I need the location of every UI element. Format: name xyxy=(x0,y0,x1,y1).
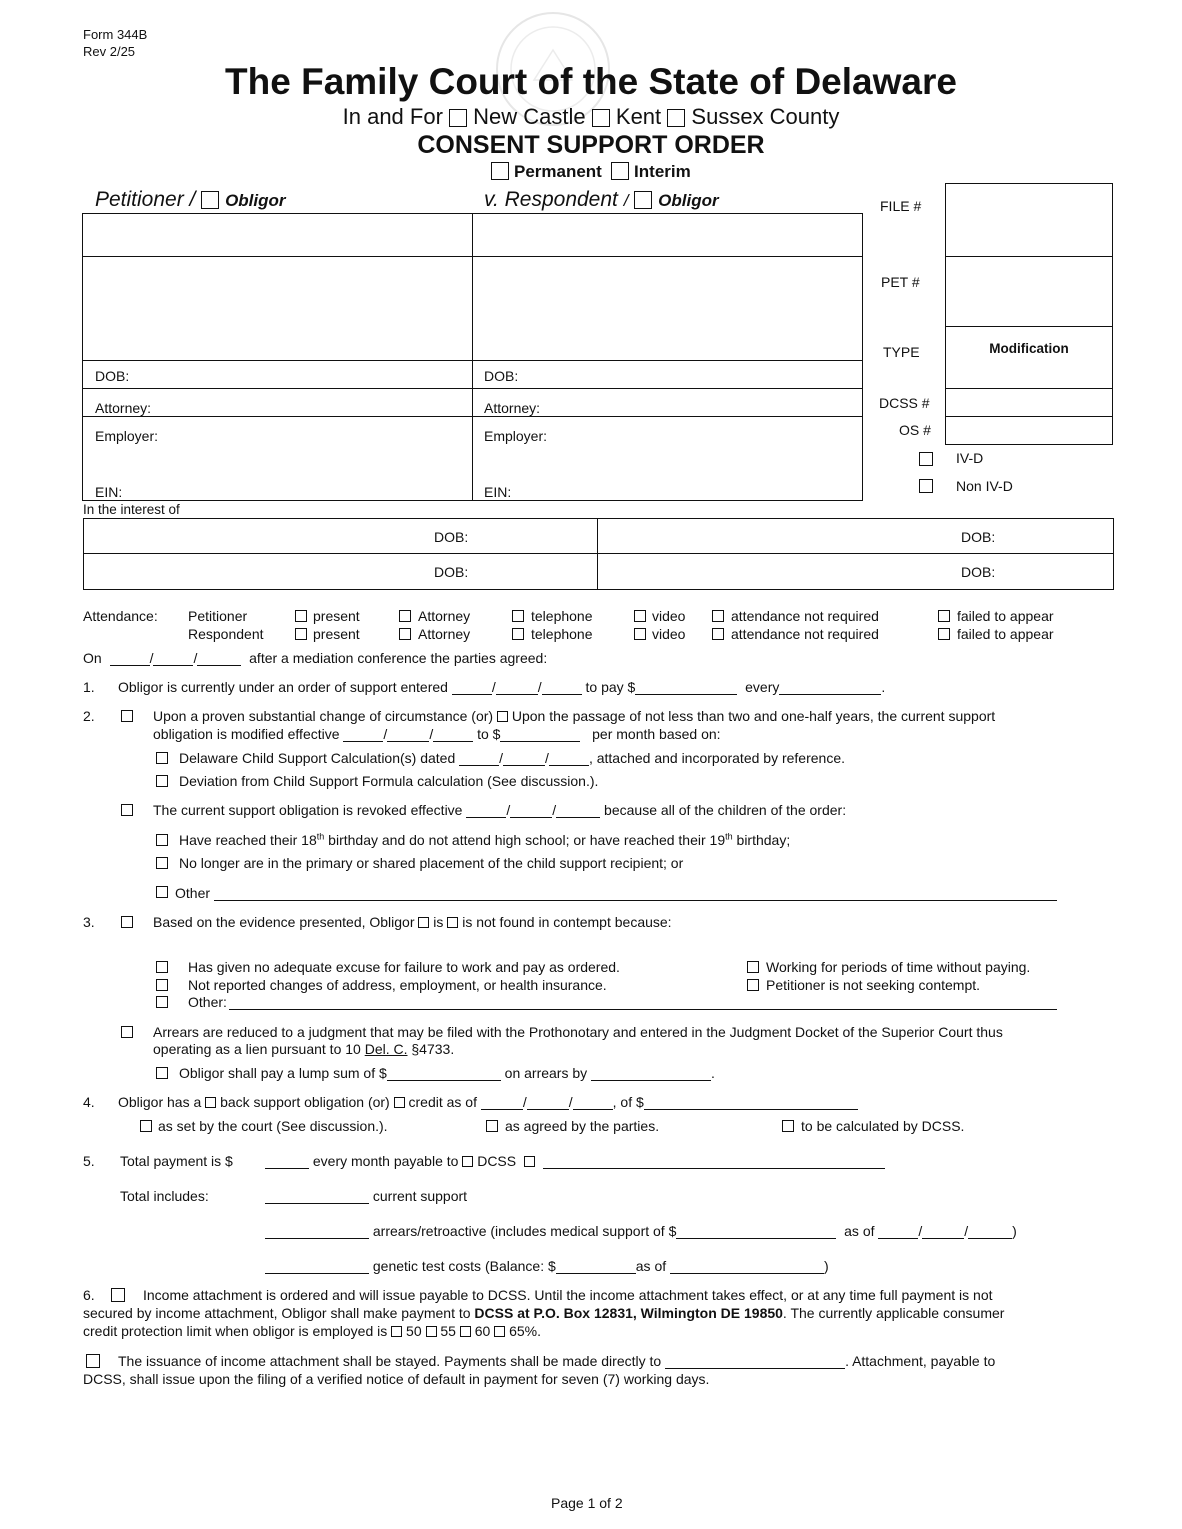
s6-stay-payee-field[interactable] xyxy=(665,1354,845,1369)
kent-label: Kent xyxy=(615,104,662,129)
s2-revoke-text: The current support obligation is revoked effective xyxy=(153,802,463,818)
resp-video-checkbox[interactable] xyxy=(634,628,646,640)
s2-calc-day-field[interactable] xyxy=(503,751,545,766)
s3-arrears-checkbox[interactable] xyxy=(121,1026,133,1038)
s3-other-field[interactable] xyxy=(229,1009,1057,1010)
interim-checkbox[interactable] xyxy=(611,162,629,180)
s5-arrears-year-field[interactable] xyxy=(968,1224,1012,1239)
s3-arrears-line-2 xyxy=(153,1041,454,1058)
s5-arrears-field[interactable] xyxy=(265,1224,369,1239)
mediation-year-field[interactable] xyxy=(197,651,241,666)
resp-telephone-label: telephone xyxy=(531,626,593,642)
s5-dcss-checkbox[interactable] xyxy=(462,1156,473,1167)
s2-revoke-day-field[interactable] xyxy=(510,803,552,818)
s3-not-reported-text: Not reported changes of address, employment, or health insurance. xyxy=(188,977,607,993)
section-3-number: 3. xyxy=(83,914,95,930)
s1-to-pay-label: to pay $ xyxy=(585,679,636,695)
s3-contempt-checkbox[interactable] xyxy=(121,916,133,928)
petitioner-header xyxy=(95,188,286,212)
s3-is-label: is xyxy=(433,914,444,930)
respondent-obligor-label: Obligor xyxy=(658,191,719,210)
permanent-label: Permanent xyxy=(513,162,602,181)
s3-excuse-checkbox[interactable] xyxy=(156,961,168,973)
s3-is-not-label: is not found in contempt because: xyxy=(462,914,672,930)
s4-year-field[interactable] xyxy=(573,1095,613,1110)
petitioner-attorney: Attorney: xyxy=(95,400,152,416)
s4-dcss-text: to be calculated by DCSS. xyxy=(801,1118,965,1134)
s6-line-3-text: credit protection limit when obligor is employed is xyxy=(83,1323,388,1339)
respondent-address-field[interactable] xyxy=(474,258,861,358)
s5-current-field[interactable] xyxy=(265,1189,369,1204)
s6-line-3 xyxy=(83,1323,541,1340)
s5-as-of-label-2: as of xyxy=(635,1258,667,1274)
s6-attachment-checkbox[interactable] xyxy=(111,1288,125,1302)
s5-other-payee-field[interactable] xyxy=(543,1154,885,1169)
mediation-month-field[interactable] xyxy=(110,651,150,666)
resp-attorney-label: Attorney xyxy=(418,626,471,642)
s2-revoke-checkbox[interactable] xyxy=(121,804,133,816)
s5-close-paren: ) xyxy=(1012,1223,1017,1239)
section-6-number: 6. xyxy=(83,1287,95,1303)
type-value: Modification xyxy=(989,341,1069,356)
attendance-label: Attendance: xyxy=(83,608,158,624)
s4-court-text: as set by the court (See discussion.). xyxy=(158,1118,388,1134)
s2-revoke-month-field[interactable] xyxy=(466,803,506,818)
permanent-checkbox[interactable] xyxy=(491,162,509,180)
pet-number-label: PET # xyxy=(881,274,920,290)
s6-stay-line xyxy=(118,1353,995,1370)
petitioner-dob: DOB: xyxy=(95,368,130,384)
s4-dcss-checkbox[interactable] xyxy=(782,1120,794,1132)
new-castle-checkbox[interactable] xyxy=(449,109,467,127)
order-kind xyxy=(0,161,1182,183)
s3-lump-date-field[interactable] xyxy=(591,1066,711,1081)
form-number: Form 344B xyxy=(83,27,148,42)
resp-failed-checkbox[interactable] xyxy=(938,628,950,640)
section-5-number: 5. xyxy=(83,1153,95,1169)
non-ivd-label: Non IV-D xyxy=(956,478,1013,494)
dcss-number-label: DCSS # xyxy=(879,395,930,411)
ivd-checkbox[interactable] xyxy=(919,452,933,466)
s5-genetic-field[interactable] xyxy=(265,1259,369,1274)
s5-arrears-text: arrears/retroactive (includes medical support of $ xyxy=(372,1223,677,1239)
resp-failed-label: failed to appear xyxy=(957,626,1054,642)
type-label: TYPE xyxy=(883,344,920,360)
petitioner-obligor-label: Obligor xyxy=(225,191,286,210)
respondent-name-field[interactable] xyxy=(474,215,861,255)
s5-arrears-month-field[interactable] xyxy=(878,1224,918,1239)
s3-excuse-text: Has given no adequate excuse for failure to work and pay as ordered. xyxy=(188,959,620,975)
petitioner-name-field[interactable] xyxy=(84,215,470,255)
s2-revoke-line: The current support obligation is revoked effective / / because all of the children of the order: xyxy=(153,802,847,818)
sussex-checkbox[interactable] xyxy=(667,109,685,127)
resp-telephone-checkbox[interactable] xyxy=(512,628,524,640)
s2-placement-text: No longer are in the primary or shared placement of the child support recipient; or xyxy=(179,855,684,871)
resp-video-label: video xyxy=(652,626,686,642)
s2-reached-sup-1: th xyxy=(316,831,325,842)
s5-line-1 xyxy=(265,1153,885,1170)
s6-50-label: 50 xyxy=(406,1323,422,1339)
non-ivd-checkbox[interactable] xyxy=(919,479,933,493)
respondent-label: v. Respondent xyxy=(484,188,618,211)
s3-lump-amount-field[interactable] xyxy=(387,1066,501,1081)
s1-every-label: every xyxy=(745,679,780,695)
s3-is-checkbox[interactable] xyxy=(418,917,429,928)
s3-other-label: Other: xyxy=(188,994,227,1010)
form-revision: Rev 2/25 xyxy=(83,44,136,59)
s6-line-2a: secured by income attachment, Obligor shall make payment to xyxy=(83,1305,471,1321)
s5-genetic-text: genetic test costs (Balance: $ xyxy=(372,1258,556,1274)
s2-calc-month-field[interactable] xyxy=(459,751,499,766)
children-table xyxy=(83,518,1114,590)
s3-evidence-line xyxy=(153,914,672,931)
s5-includes-label: Total includes: xyxy=(120,1188,209,1204)
respondent-ein: EIN: xyxy=(484,484,512,500)
s2-passage-checkbox[interactable] xyxy=(497,711,508,722)
resp-not-required-checkbox[interactable] xyxy=(712,628,724,640)
county-selection xyxy=(0,104,1182,130)
petitioner-address-field[interactable] xyxy=(84,258,470,358)
s2-modified-text: obligation is modified effective xyxy=(153,726,340,742)
s2-revoke-year-field[interactable] xyxy=(556,803,600,818)
s2-calc-checkbox[interactable] xyxy=(156,752,168,764)
s3-working-text: Working for periods of time without paying. xyxy=(766,959,1031,975)
s2-per-month-text: per month based on: xyxy=(592,726,721,742)
s2-to-label: to $ xyxy=(477,726,501,742)
s6-line-2 xyxy=(83,1305,1004,1322)
s6-65-checkbox[interactable] xyxy=(494,1326,505,1337)
case-info-table xyxy=(945,183,1113,445)
resp-attorney-checkbox[interactable] xyxy=(399,628,411,640)
attendance-petitioner: Petitioner xyxy=(188,608,248,624)
s2-reached-text-3: birthday; xyxy=(736,832,791,848)
page-number: Page 1 of 2 xyxy=(551,1495,623,1511)
file-number-label: FILE # xyxy=(880,198,922,214)
s3-evidence-text: Based on the evidence presented, Obligor xyxy=(153,914,415,930)
child2-dob: DOB: xyxy=(961,529,996,545)
s3-other-checkbox[interactable] xyxy=(156,996,168,1008)
s6-50-checkbox[interactable] xyxy=(391,1326,402,1337)
s2-reached-checkbox[interactable] xyxy=(156,834,168,846)
s4-line-1: Obligor has a back support obligation (or) credit as of / / , of $ xyxy=(118,1094,858,1111)
s2-eff-year-field[interactable] xyxy=(433,727,473,742)
s6-line-1: Income attachment is ordered and will issue payable to DCSS. Until the income attachment takes effect, or at any time full payment is not xyxy=(143,1287,993,1303)
s4-agreed-checkbox[interactable] xyxy=(486,1120,498,1132)
s1-every-field[interactable] xyxy=(779,680,881,695)
s2-line-1 xyxy=(153,708,995,725)
child1-dob: DOB: xyxy=(434,529,469,545)
pet-video-checkbox[interactable] xyxy=(634,610,646,622)
s2-reached-text-2: birthday and do not attend high school; or have reached their 19 xyxy=(328,832,726,848)
s2-eff-day-field[interactable] xyxy=(387,727,429,742)
s3-not-reported-checkbox[interactable] xyxy=(156,979,168,991)
s2-reached-sup-2: th xyxy=(725,831,733,842)
s6-55-checkbox[interactable] xyxy=(426,1326,437,1337)
respondent-obligor-checkbox[interactable] xyxy=(634,191,652,209)
petitioner-obligor-checkbox[interactable] xyxy=(201,191,219,209)
pet-present-checkbox[interactable] xyxy=(295,610,307,622)
s2-deviation-checkbox[interactable] xyxy=(156,775,168,787)
s3-section: §4733. xyxy=(411,1041,455,1057)
in-and-for-label: In and For xyxy=(342,104,443,129)
s3-not-seeking-checkbox[interactable] xyxy=(747,979,759,991)
s5-as-of-label: as of xyxy=(844,1223,875,1239)
s4-back-checkbox[interactable] xyxy=(205,1097,216,1108)
s4-amount-field[interactable] xyxy=(644,1095,858,1110)
mediation-text: after a mediation conference the parties agreed: xyxy=(249,650,548,666)
s4-has-text: Obligor has a xyxy=(118,1094,202,1110)
s4-back-text: back support obligation (or) xyxy=(220,1094,390,1110)
s3-arrears-text-2: operating as a lien pursuant to 10 xyxy=(153,1041,361,1057)
s4-of-text: , of $ xyxy=(612,1094,644,1110)
pet-video-label: video xyxy=(652,608,686,624)
s3-arrears-text-1: Arrears are reduced to a judgment that may be filed with the Prothonotary and entered in the Judgment Docket of the Superior Court thus xyxy=(153,1024,1003,1040)
s2-because-text: because all of the children of the order: xyxy=(604,802,847,818)
s6-65-label: 65%. xyxy=(509,1323,542,1339)
os-number-label: OS # xyxy=(899,422,931,438)
s2-passage-text: Upon the passage of not less than two and one-half years, the current support xyxy=(511,708,996,724)
s4-agreed-text: as agreed by the parties. xyxy=(505,1118,660,1134)
petitioner-ein: EIN: xyxy=(95,484,123,500)
s5-close-paren-2: ) xyxy=(824,1258,829,1274)
s2-other-checkbox[interactable] xyxy=(156,886,168,898)
s4-credit-text: credit as of xyxy=(408,1094,477,1110)
respondent-employer: Employer: xyxy=(484,428,548,444)
s5-arrears-line: arrears/retroactive (includes medical support of $ as of / / ) xyxy=(265,1223,1017,1240)
pet-failed-label: failed to appear xyxy=(957,608,1054,624)
pet-attorney-label: Attorney xyxy=(418,608,471,624)
section-2-number: 2. xyxy=(83,708,95,724)
s2-placement-checkbox[interactable] xyxy=(156,857,168,869)
resp-present-checkbox[interactable] xyxy=(295,628,307,640)
pet-telephone-checkbox[interactable] xyxy=(512,610,524,622)
kent-checkbox[interactable] xyxy=(592,109,610,127)
s5-medical-field[interactable] xyxy=(676,1224,836,1239)
mediation-line: On / / after a mediation conference the parties agreed: xyxy=(83,650,548,666)
petitioner-label: Petitioner / xyxy=(95,188,196,211)
s5-total-field[interactable] xyxy=(265,1154,309,1169)
s4-court-checkbox[interactable] xyxy=(140,1120,152,1132)
s2-other-field[interactable] xyxy=(214,900,1057,901)
s2-modify-checkbox[interactable] xyxy=(121,710,133,722)
s2-calc-year-field[interactable] xyxy=(549,751,589,766)
s5-current-line xyxy=(265,1188,467,1205)
s6-line-2c: . The currently applicable consumer xyxy=(782,1305,1005,1321)
s5-total-text: Total payment is $ xyxy=(120,1153,233,1169)
s2-change-text: Upon a proven substantial change of circumstance (or) xyxy=(153,708,494,724)
s4-day-field[interactable] xyxy=(527,1095,569,1110)
s5-other-payee-checkbox[interactable] xyxy=(524,1156,535,1167)
s1-month-field[interactable] xyxy=(452,680,492,695)
s6-stay-text: The issuance of income attachment shall be stayed. Payments shall be made directly to xyxy=(118,1353,662,1369)
respondent-attorney: Attorney: xyxy=(484,400,541,416)
s2-deviation-text: Deviation from Child Support Formula calculation (See discussion.). xyxy=(179,773,599,789)
s6-55-label: 55 xyxy=(440,1323,456,1339)
pet-telephone-label: telephone xyxy=(531,608,593,624)
resp-not-required-label: attendance not required xyxy=(731,626,879,642)
new-castle-label: New Castle xyxy=(473,104,586,129)
child4-dob: DOB: xyxy=(961,564,996,580)
respondent-dob: DOB: xyxy=(484,368,519,384)
s5-arrears-day-field[interactable] xyxy=(922,1224,964,1239)
court-title: The Family Court of the State of Delaware xyxy=(225,61,957,102)
pet-not-required-label: attendance not required xyxy=(731,608,879,624)
mediation-on-label: On xyxy=(83,650,102,666)
pet-not-required-checkbox[interactable] xyxy=(712,610,724,622)
ivd-label: IV-D xyxy=(956,450,984,466)
pet-failed-checkbox[interactable] xyxy=(938,610,950,622)
s1-year-field[interactable] xyxy=(542,680,582,695)
pet-attorney-checkbox[interactable] xyxy=(399,610,411,622)
s6-stay-checkbox[interactable] xyxy=(86,1354,100,1368)
s3-not-seeking-text: Petitioner is not seeking contempt. xyxy=(766,977,981,993)
s2-amount-field[interactable] xyxy=(500,727,580,742)
s6-dcss-address: DCSS at P.O. Box 12831, Wilmington DE 19850 xyxy=(474,1305,783,1321)
petitioner-employer: Employer: xyxy=(95,428,159,444)
s6-stay-attachment-text: . Attachment, payable to xyxy=(845,1353,996,1369)
s2-eff-month-field[interactable] xyxy=(343,727,383,742)
s1-amount-field[interactable] xyxy=(635,680,737,695)
s3-delc: Del. C. xyxy=(364,1041,408,1057)
pet-present-label: present xyxy=(313,608,360,624)
section-4-number: 4. xyxy=(83,1094,95,1110)
s3-lump-text: Obligor shall pay a lump sum of $ xyxy=(179,1065,387,1081)
interim-label: Interim xyxy=(634,162,691,181)
respondent-slash: / xyxy=(623,191,629,210)
s6-stay-line-2: DCSS, shall issue upon the filing of a verified notice of default in payment for seven (7) working days. xyxy=(83,1371,710,1387)
section-1-text: Obligor is currently under an order of support entered xyxy=(118,679,448,695)
s6-60-label: 60 xyxy=(474,1323,491,1339)
s6-60-checkbox[interactable] xyxy=(460,1326,471,1337)
s3-is-not-checkbox[interactable] xyxy=(447,917,458,928)
s3-working-checkbox[interactable] xyxy=(747,961,759,973)
s5-balance-field[interactable] xyxy=(556,1259,636,1274)
s4-month-field[interactable] xyxy=(481,1095,523,1110)
attendance-respondent: Respondent xyxy=(188,626,264,642)
s5-every-month-text: every month payable to xyxy=(312,1153,459,1169)
s2-reached-text-1: Have reached their 18 xyxy=(179,832,317,848)
section-1-line: Obligor is currently under an order of support entered / / to pay $ every . xyxy=(118,679,886,695)
resp-present-label: present xyxy=(313,626,360,642)
s5-genetic-date-field[interactable] xyxy=(670,1259,824,1274)
s3-lump-checkbox[interactable] xyxy=(156,1067,168,1079)
s3-lump-line: Obligor shall pay a lump sum of $ on arrears by . xyxy=(179,1065,715,1081)
s4-credit-checkbox[interactable] xyxy=(394,1097,405,1108)
s5-current-text: current support xyxy=(372,1188,468,1204)
order-title: CONSENT SUPPORT ORDER xyxy=(417,131,765,159)
s5-dcss-label: DCSS xyxy=(477,1153,517,1169)
section-1-number: 1. xyxy=(83,679,95,695)
s5-genetic-line xyxy=(265,1258,829,1275)
s2-other-label: Other xyxy=(175,885,211,901)
s2-calc-line: Delaware Child Support Calculation(s) dated / / , attached and incorporated by reference. xyxy=(179,750,845,766)
child3-dob: DOB: xyxy=(434,564,469,580)
mediation-day-field[interactable] xyxy=(153,651,193,666)
s2-calc-text: Delaware Child Support Calculation(s) dated xyxy=(179,750,456,766)
s2-calc-attached-text: , attached and incorporated by reference. xyxy=(588,750,845,766)
sussex-label: Sussex County xyxy=(691,104,840,129)
s1-day-field[interactable] xyxy=(496,680,538,695)
respondent-header xyxy=(484,188,719,212)
s3-lump-by-text: on arrears by xyxy=(504,1065,588,1081)
interest-of-label: In the interest of xyxy=(83,502,180,517)
s2-reached-line xyxy=(179,832,790,849)
s2-line-2: obligation is modified effective / / to $ per month based on: xyxy=(153,726,721,742)
